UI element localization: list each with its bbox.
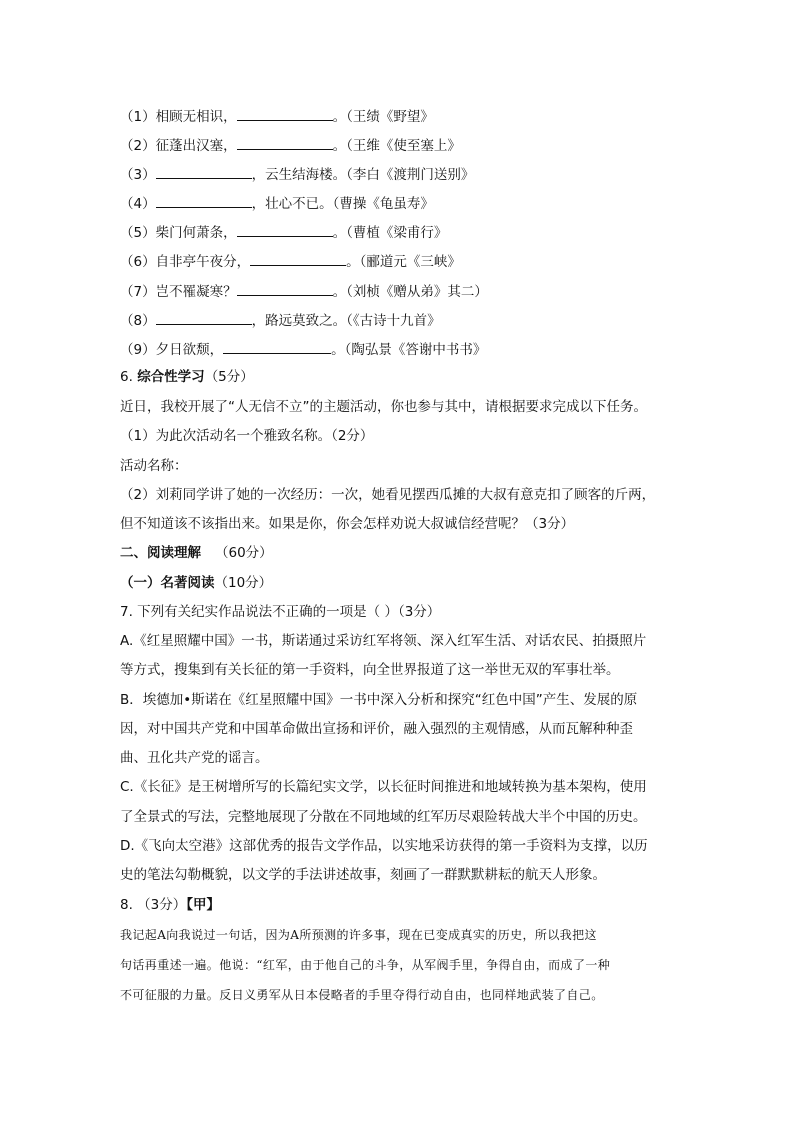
q6-intro: 近日，我校开展了“人无信不立”的主题活动，你也参与其中，请根据要求完成以下任务。 xyxy=(120,399,647,415)
passage-line: 我记起A向我说过一句话，因为A所预测的许多事，现在已变成真实的历史，所以我把这 xyxy=(120,928,597,942)
passage-tag: 【甲】 xyxy=(186,897,221,913)
item-text: （5）柴门何萧条， xyxy=(120,225,237,241)
fill-in-item xyxy=(120,251,461,271)
item-text: （4） xyxy=(120,196,156,212)
q6-sub2-line: 但不知道该不该指出来。如果是你，你会怎样劝说大叔诚信经营呢？（3分） xyxy=(120,516,575,532)
answer-blank[interactable] xyxy=(237,281,333,296)
q7-option-line: B．埃德加•斯诺在《红星照耀中国》一书中深入分析和探究“红色中国”产生、发展的原 xyxy=(120,692,638,708)
sub-section-title: （一）名著阅读 xyxy=(120,575,215,591)
q6-sub1: （1）为此次活动名一个雅致名称。（2分） xyxy=(120,428,374,444)
item-text: （9）夕日欲颓， xyxy=(120,342,224,358)
fill-in-item xyxy=(120,193,434,213)
fill-in-item xyxy=(120,281,488,301)
q7-option-line: 了全景式的写法，完整地展现了分散在不同地域的红军历尽艰险转战大半个中国的历史。 xyxy=(120,809,647,825)
answer-blank[interactable] xyxy=(237,222,333,237)
item-text: （6）自非亭午夜分， xyxy=(120,254,251,270)
q7-stem: 7. 下列有关纪实作品说法不正确的一项是（ ）（3分） xyxy=(120,604,441,620)
activity-name-label: 活动名称： xyxy=(120,458,188,474)
fill-in-item xyxy=(120,135,461,155)
q7-option-line: C.《长征》是王树增所写的长篇纪实文学，以长征时间推进和地域转换为基本架构，使用 xyxy=(120,779,647,795)
q7-option-line: A.《红星照耀中国》一书，斯诺通过采访红军将领、深入红军生活、对话农民、拍摄照片 xyxy=(120,633,647,649)
fill-in-item xyxy=(120,106,434,126)
item-text: （7）岂不罹凝寒？ xyxy=(120,284,237,300)
item-source: 。（刘桢《赠从弟》其二） xyxy=(332,284,488,300)
item-source: ，云生结海楼。（李白《渡荆门送别》 xyxy=(251,167,475,183)
fill-in-item xyxy=(120,222,447,242)
answer-blank[interactable] xyxy=(156,310,252,325)
q7-option-line: 等方式，搜集到有关长征的第一手资料，向全世界报道了这一举世无双的军事壮举。 xyxy=(120,662,620,678)
passage-line: 不可征服的力量。反日义勇军从日本侵略者的手里夺得行动自由，也同样地武装了自己。 xyxy=(120,988,604,1002)
q6-heading xyxy=(120,368,254,386)
item-text: （1）相顾无相识， xyxy=(120,109,237,125)
section-heading xyxy=(120,544,273,562)
fill-in-item xyxy=(120,164,474,184)
item-source: ，壮心不已。（曹操《龟虽寿》 xyxy=(251,196,434,212)
q6-sub2-line: （2）刘莉同学讲了她的一次经历：一次，她看见摆西瓜摊的大叔有意克扣了顾客的斤两， xyxy=(120,487,656,503)
fill-in-item xyxy=(120,310,441,330)
item-text: （2）征蓬出汉塞， xyxy=(120,138,237,154)
section-title: 二、阅读理解 xyxy=(120,545,201,561)
q8-heading xyxy=(120,896,220,914)
sub-section-score: （10分） xyxy=(214,575,273,591)
fill-in-item xyxy=(120,339,486,359)
item-source: 。（王绩《野望》 xyxy=(332,109,434,125)
question-score: （5分） xyxy=(204,369,254,385)
question-title: 综合性学习 xyxy=(137,369,205,385)
q7-option-line: 因，对中国共产党和中国革命做出宣扬和评价，融入强烈的主观情感，从而瓦解种种歪 xyxy=(120,721,633,737)
answer-blank[interactable] xyxy=(237,106,333,121)
answer-blank[interactable] xyxy=(223,339,331,354)
question-number: 6. xyxy=(120,369,133,385)
answer-blank[interactable] xyxy=(237,135,333,150)
item-source: 。（郦道元《三峡》 xyxy=(346,254,461,270)
q7-option-line: 史的笔法勾勒概貌，以文学的手法讲述故事，刻画了一群默默耕耘的航天人形象。 xyxy=(120,867,606,883)
item-source: 。（陶弘景《答谢中书书》 xyxy=(331,342,487,358)
section-score: （60分） xyxy=(215,545,273,561)
q7-option-line: D.《飞向太空港》这部优秀的报告文学作品，以实地采访获得的第一手资料为支撑，以历 xyxy=(120,838,648,854)
item-text: （8） xyxy=(120,313,156,329)
sub-section-heading xyxy=(120,574,272,592)
question-number: 8. （3分） xyxy=(120,897,187,913)
answer-blank[interactable] xyxy=(250,251,346,266)
item-source: 。（王维《使至塞上》 xyxy=(332,138,461,154)
q7-option-line: 曲、丑化共产党的谣言。 xyxy=(120,750,269,766)
answer-blank[interactable] xyxy=(156,164,252,179)
item-source: 。（曹植《梁甫行》 xyxy=(332,225,448,241)
passage-line: 句话再重述一遍。他说：“红军，由于他自己的斗争，从军阀手里，争得自由，而成了一种 xyxy=(120,958,611,972)
answer-blank[interactable] xyxy=(156,193,252,208)
item-text: （3） xyxy=(120,167,156,183)
item-source: ，路远莫致之。（《古诗十九首》 xyxy=(251,313,441,329)
